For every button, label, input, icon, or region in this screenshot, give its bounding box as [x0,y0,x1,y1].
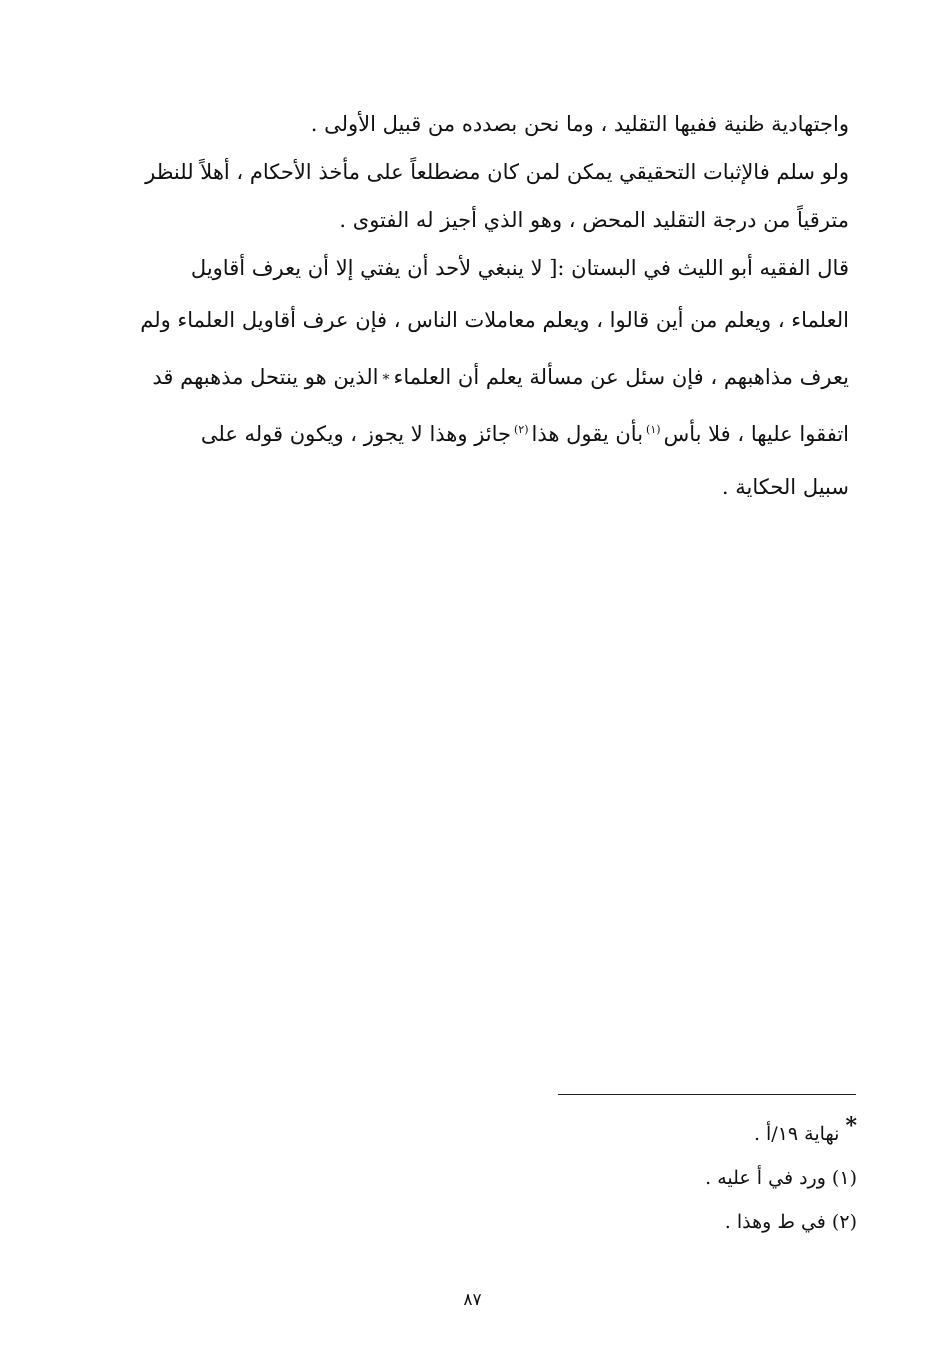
footnote-folio-text: نهاية ١٩/أ . [753,1123,840,1145]
footnote-2: (٢) في ط وهذا . [724,1211,857,1233]
text-line-6-part-a: يعرف مذاهبهم ، فإن سئل عن مسألة يعلم أن العلماء [393,365,849,389]
footnote-ref-1: (١) [646,423,661,436]
page-number: ٨٧ [463,1290,482,1310]
footnote-1: (١) ورد في أ عليه . [705,1167,857,1189]
text-line-3: مترقياً من درجة التقليد المحض ، وهو الذي أجيز له الفتوى . [339,208,849,232]
footnotes [705,1112,857,1244]
text-line-5: العلماء ، ويعلم من أين قالوا ، ويعلم معاملات الناس ، فإن عرف أقاويل العلماء ولم [140,308,849,332]
text-line-7-part-b: بأن يقول هذا [531,422,644,446]
text-line-7 [140,406,849,463]
text-line-8: سبيل الحكاية . [721,475,849,499]
text-line-6 [140,349,849,406]
text-line-1: واجتهادية ظنية ففيها التقليد ، وما نحن بصدده من قبيل الأولى . [310,112,849,136]
text-line-7-part-c: جائز وهذا لا يجوز ، ويكون قوله على [200,422,511,446]
main-text [140,100,849,511]
text-line-7-part-a: اتفقوا عليها ، فلا بأس [663,422,849,446]
footnote-ref-2: (٢) [514,423,529,436]
footnote-divider [558,1094,856,1095]
text-line-6-part-b: الذين هو ينتحل مذهبهم قد [152,365,379,389]
text-line-4: قال الفقيه أبو الليث في البستان :[ لا ينبغي لأحد أن يفتي إلا أن يعرف أقاويل [190,256,849,280]
folio-marker: * [382,372,390,388]
footnote-folio [705,1112,857,1156]
text-line-2: ولو سلم فالإثبات التحقيقي يمكن لمن كان مضطلعاً على مأخذ الأحكام ، أهلاً للنظر [145,160,849,184]
footnote-star-marker: * [845,1112,857,1139]
